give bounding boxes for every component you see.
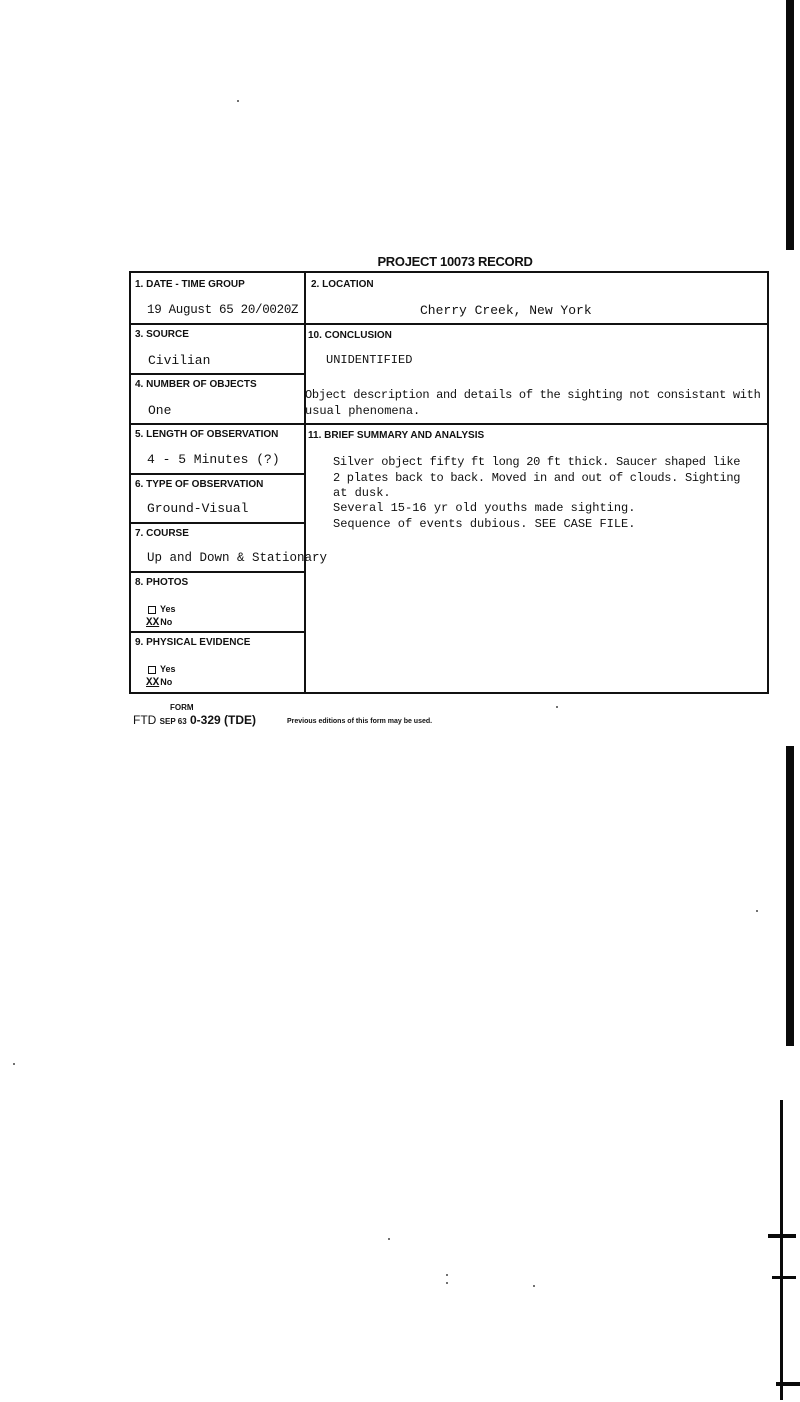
physical-evidence-no-option: [146, 677, 172, 689]
conclusion-detail-line: Object description and details of the sighting not consistant with: [305, 388, 761, 402]
row-divider: [304, 323, 767, 325]
row-divider: [131, 631, 306, 633]
source-label: 3. SOURCE: [135, 329, 189, 340]
row-divider: [131, 323, 306, 325]
number-of-objects-label: 4. NUMBER OF OBJECTS: [135, 379, 257, 390]
summary-line: 2 plates back to back. Moved in and out of clouds. Sighting: [333, 471, 741, 485]
location-value: Cherry Creek, New York: [420, 303, 592, 318]
physical-evidence-yes-label: Yes: [160, 664, 176, 674]
speckle: [446, 1274, 448, 1276]
footer-ftd: FTD: [133, 713, 157, 727]
course-label: 7. COURSE: [135, 528, 189, 539]
row-divider: [131, 571, 306, 573]
scan-edge-top-right: [786, 0, 794, 250]
scan-edge-right-strip: [780, 1100, 783, 1400]
summary-line: Several 15-16 yr old youths made sighting.: [333, 501, 636, 515]
physical-evidence-no-label: No: [160, 677, 173, 687]
length-of-observation-label: 5. LENGTH OF OBSERVATION: [135, 429, 279, 440]
footer-tde: (TDE): [224, 713, 257, 727]
physical-evidence-label: 9. PHYSICAL EVIDENCE: [135, 637, 251, 648]
speckle: [13, 1063, 15, 1065]
date-time-group-value: 19 August 65 20/0020Z: [147, 303, 299, 317]
photos-yes-label: Yes: [160, 604, 176, 614]
row-divider: [131, 473, 306, 475]
photos-yes-option: [148, 604, 176, 614]
scan-edge-bottom-right-2: [772, 1276, 796, 1279]
checkbox-icon: [148, 666, 156, 674]
form-title: PROJECT 10073 RECORD: [377, 254, 533, 269]
row-divider: [131, 373, 306, 375]
conclusion-label: 10. CONCLUSION: [308, 330, 392, 341]
speckle: [533, 1285, 535, 1287]
footer-form-word: FORM: [170, 703, 194, 712]
photos-no-mark: XX: [146, 617, 160, 629]
physical-evidence-no-mark: XX: [146, 677, 160, 689]
type-of-observation-label: 6. TYPE OF OBSERVATION: [135, 479, 264, 490]
summary-label: 11. BRIEF SUMMARY AND ANALYSIS: [308, 430, 485, 441]
speckle: [388, 1238, 390, 1240]
column-divider: [304, 273, 306, 692]
row-divider: [131, 423, 306, 425]
summary-text: [333, 454, 767, 532]
row-divider: [304, 423, 767, 425]
conclusion-value: UNIDENTIFIED: [326, 353, 413, 367]
conclusion-detail-line: usual phenomena.: [305, 404, 421, 418]
conclusion-detail: [305, 387, 767, 419]
photos-no-option: [146, 617, 172, 629]
speckle: [756, 910, 758, 912]
scan-edge-mid-right: [786, 746, 794, 1046]
source-value: Civilian: [148, 353, 211, 368]
number-of-objects-value: One: [148, 403, 172, 418]
row-divider: [131, 522, 306, 524]
type-of-observation-value: Ground-Visual: [147, 501, 249, 516]
length-of-observation-value: 4 - 5 Minutes (?): [147, 452, 280, 467]
location-label: 2. LOCATION: [311, 279, 374, 290]
footer-date-code: SEP 63: [159, 717, 187, 726]
date-time-group-label: 1. DATE - TIME GROUP: [135, 279, 245, 290]
summary-line: Silver object fifty ft long 20 ft thick. Saucer shaped like: [333, 455, 741, 469]
physical-evidence-yes-option: [148, 664, 176, 674]
speckle: [237, 100, 239, 102]
summary-line: Sequence of events dubious. SEE CASE FILE.: [333, 517, 636, 531]
footer-form-number: 0-329: [190, 713, 221, 727]
footer-form-id: [133, 713, 256, 727]
speckle: [556, 706, 558, 708]
photos-label: 8. PHOTOS: [135, 577, 189, 588]
speckle: [446, 1282, 448, 1284]
summary-line: at dusk.: [333, 486, 391, 500]
course-value: Up and Down & Stationary: [147, 551, 328, 565]
photos-no-label: No: [160, 617, 173, 627]
checkbox-icon: [148, 606, 156, 614]
footer-note: Previous editions of this form may be used.: [287, 718, 433, 725]
